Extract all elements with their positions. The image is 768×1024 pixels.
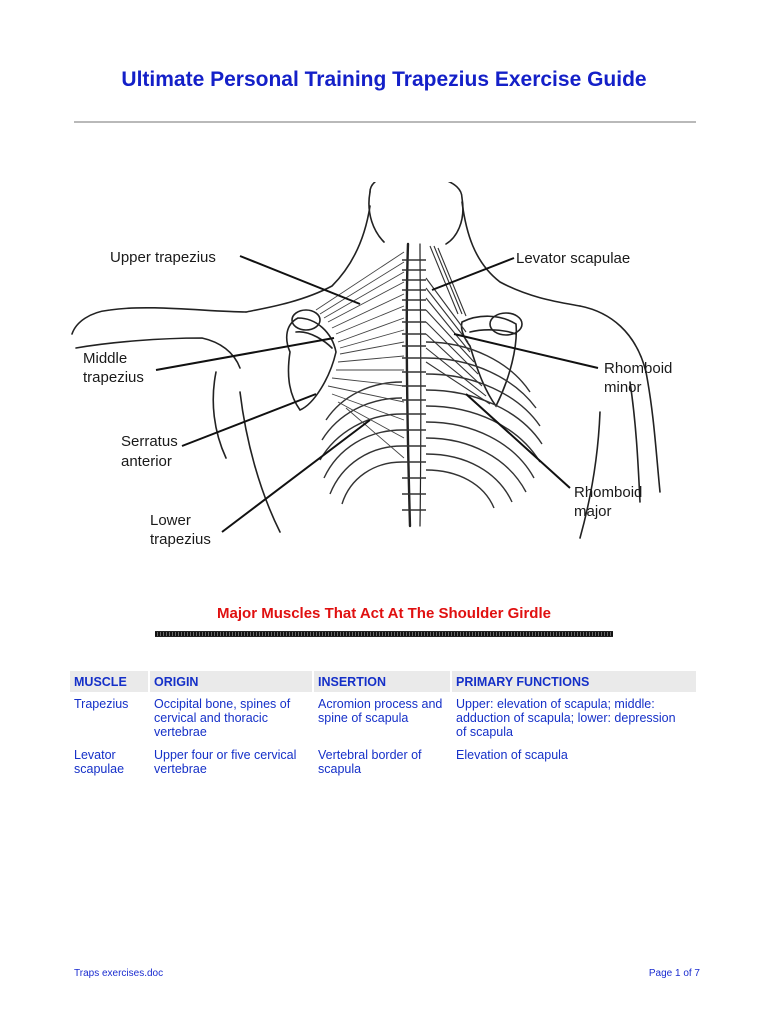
- footer-page-number: Page 1 of 7: [648, 968, 700, 979]
- label-middle-trapezius-line2: trapezius: [83, 369, 144, 386]
- column-header-muscle: MUSCLE: [70, 671, 148, 692]
- trapezius-anatomy-illustration: [70, 182, 710, 554]
- label-lower-trapezius-line2: trapezius: [150, 531, 211, 548]
- table-header-row: [70, 671, 696, 692]
- cell-line: Upper four or five cervical: [154, 748, 297, 762]
- label-serratus-anterior-line2: anterior: [121, 453, 172, 470]
- cell-insertion: [314, 692, 450, 743]
- footer-filename: Traps exercises.doc: [74, 968, 164, 979]
- cell-origin: [150, 692, 312, 743]
- table-row: [70, 743, 696, 780]
- label-pointers: [156, 256, 598, 532]
- cell-muscle: [70, 743, 148, 780]
- label-rhomboid-major-line1: Rhomboid: [574, 484, 643, 501]
- table-row: [70, 692, 696, 743]
- section-heading: Major Muscles That Act At The Shoulder Girdle: [217, 605, 551, 622]
- cell-line: Trapezius: [74, 697, 129, 711]
- cell-primary-functions: [452, 692, 696, 743]
- cell-line: vertebrae: [154, 762, 207, 776]
- cell-line: Occipital bone, spines of: [154, 697, 291, 711]
- head-outline: [370, 182, 463, 244]
- ribcage: [320, 342, 542, 508]
- cell-line: scapulae: [74, 762, 125, 776]
- label-levator-scapulae: Levator scapulae: [516, 250, 631, 267]
- cell-line: Levator: [74, 748, 116, 762]
- cell-origin: [150, 743, 312, 780]
- spine: [407, 244, 410, 526]
- cell-line: vertebrae: [154, 725, 207, 739]
- rhomboid-muscle-fibers: [426, 246, 490, 404]
- heading-underline: [155, 631, 613, 637]
- cell-line: Vertebral border of: [318, 748, 422, 762]
- cell-muscle: [70, 692, 148, 743]
- cell-primary-functions: [452, 743, 696, 780]
- cell-line: Upper: elevation of scapula; middle:: [456, 697, 655, 711]
- label-serratus-anterior-line1: Serratus: [121, 433, 178, 450]
- left-arm-outline: [72, 308, 246, 334]
- muscle-table: [68, 671, 698, 780]
- cell-line: scapula: [318, 762, 362, 776]
- label-rhomboid-minor-line1: Rhomboid: [604, 360, 673, 377]
- cell-line: Acromion process and: [318, 697, 443, 711]
- neck-left: [246, 206, 370, 312]
- column-header-origin: ORIGIN: [150, 671, 312, 692]
- cell-line: adduction of scapula; lower: depression: [456, 711, 676, 725]
- cell-line: cervical and thoracic: [154, 711, 268, 725]
- cell-insertion: [314, 743, 450, 780]
- label-rhomboid-major-line2: major: [574, 503, 612, 520]
- title-divider: [74, 121, 696, 123]
- label-upper-trapezius: Upper trapezius: [110, 249, 216, 266]
- column-header-primary-functions: PRIMARY FUNCTIONS: [452, 671, 696, 692]
- label-middle-trapezius-line1: Middle: [83, 350, 128, 367]
- cell-line: Elevation of scapula: [456, 748, 568, 762]
- torso-left: [240, 392, 280, 532]
- cell-line: of scapula: [456, 725, 513, 739]
- document-title: Ultimate Personal Training Trapezius Exercise Guide: [121, 68, 647, 91]
- label-rhomboid-minor-line2: minor: [604, 379, 642, 396]
- column-header-insertion: INSERTION: [314, 671, 450, 692]
- right-arm-outline: [580, 306, 660, 492]
- anatomy-drawing: [70, 182, 710, 554]
- cell-line: spine of scapula: [318, 711, 409, 725]
- label-lower-trapezius-line1: Lower: [150, 512, 191, 529]
